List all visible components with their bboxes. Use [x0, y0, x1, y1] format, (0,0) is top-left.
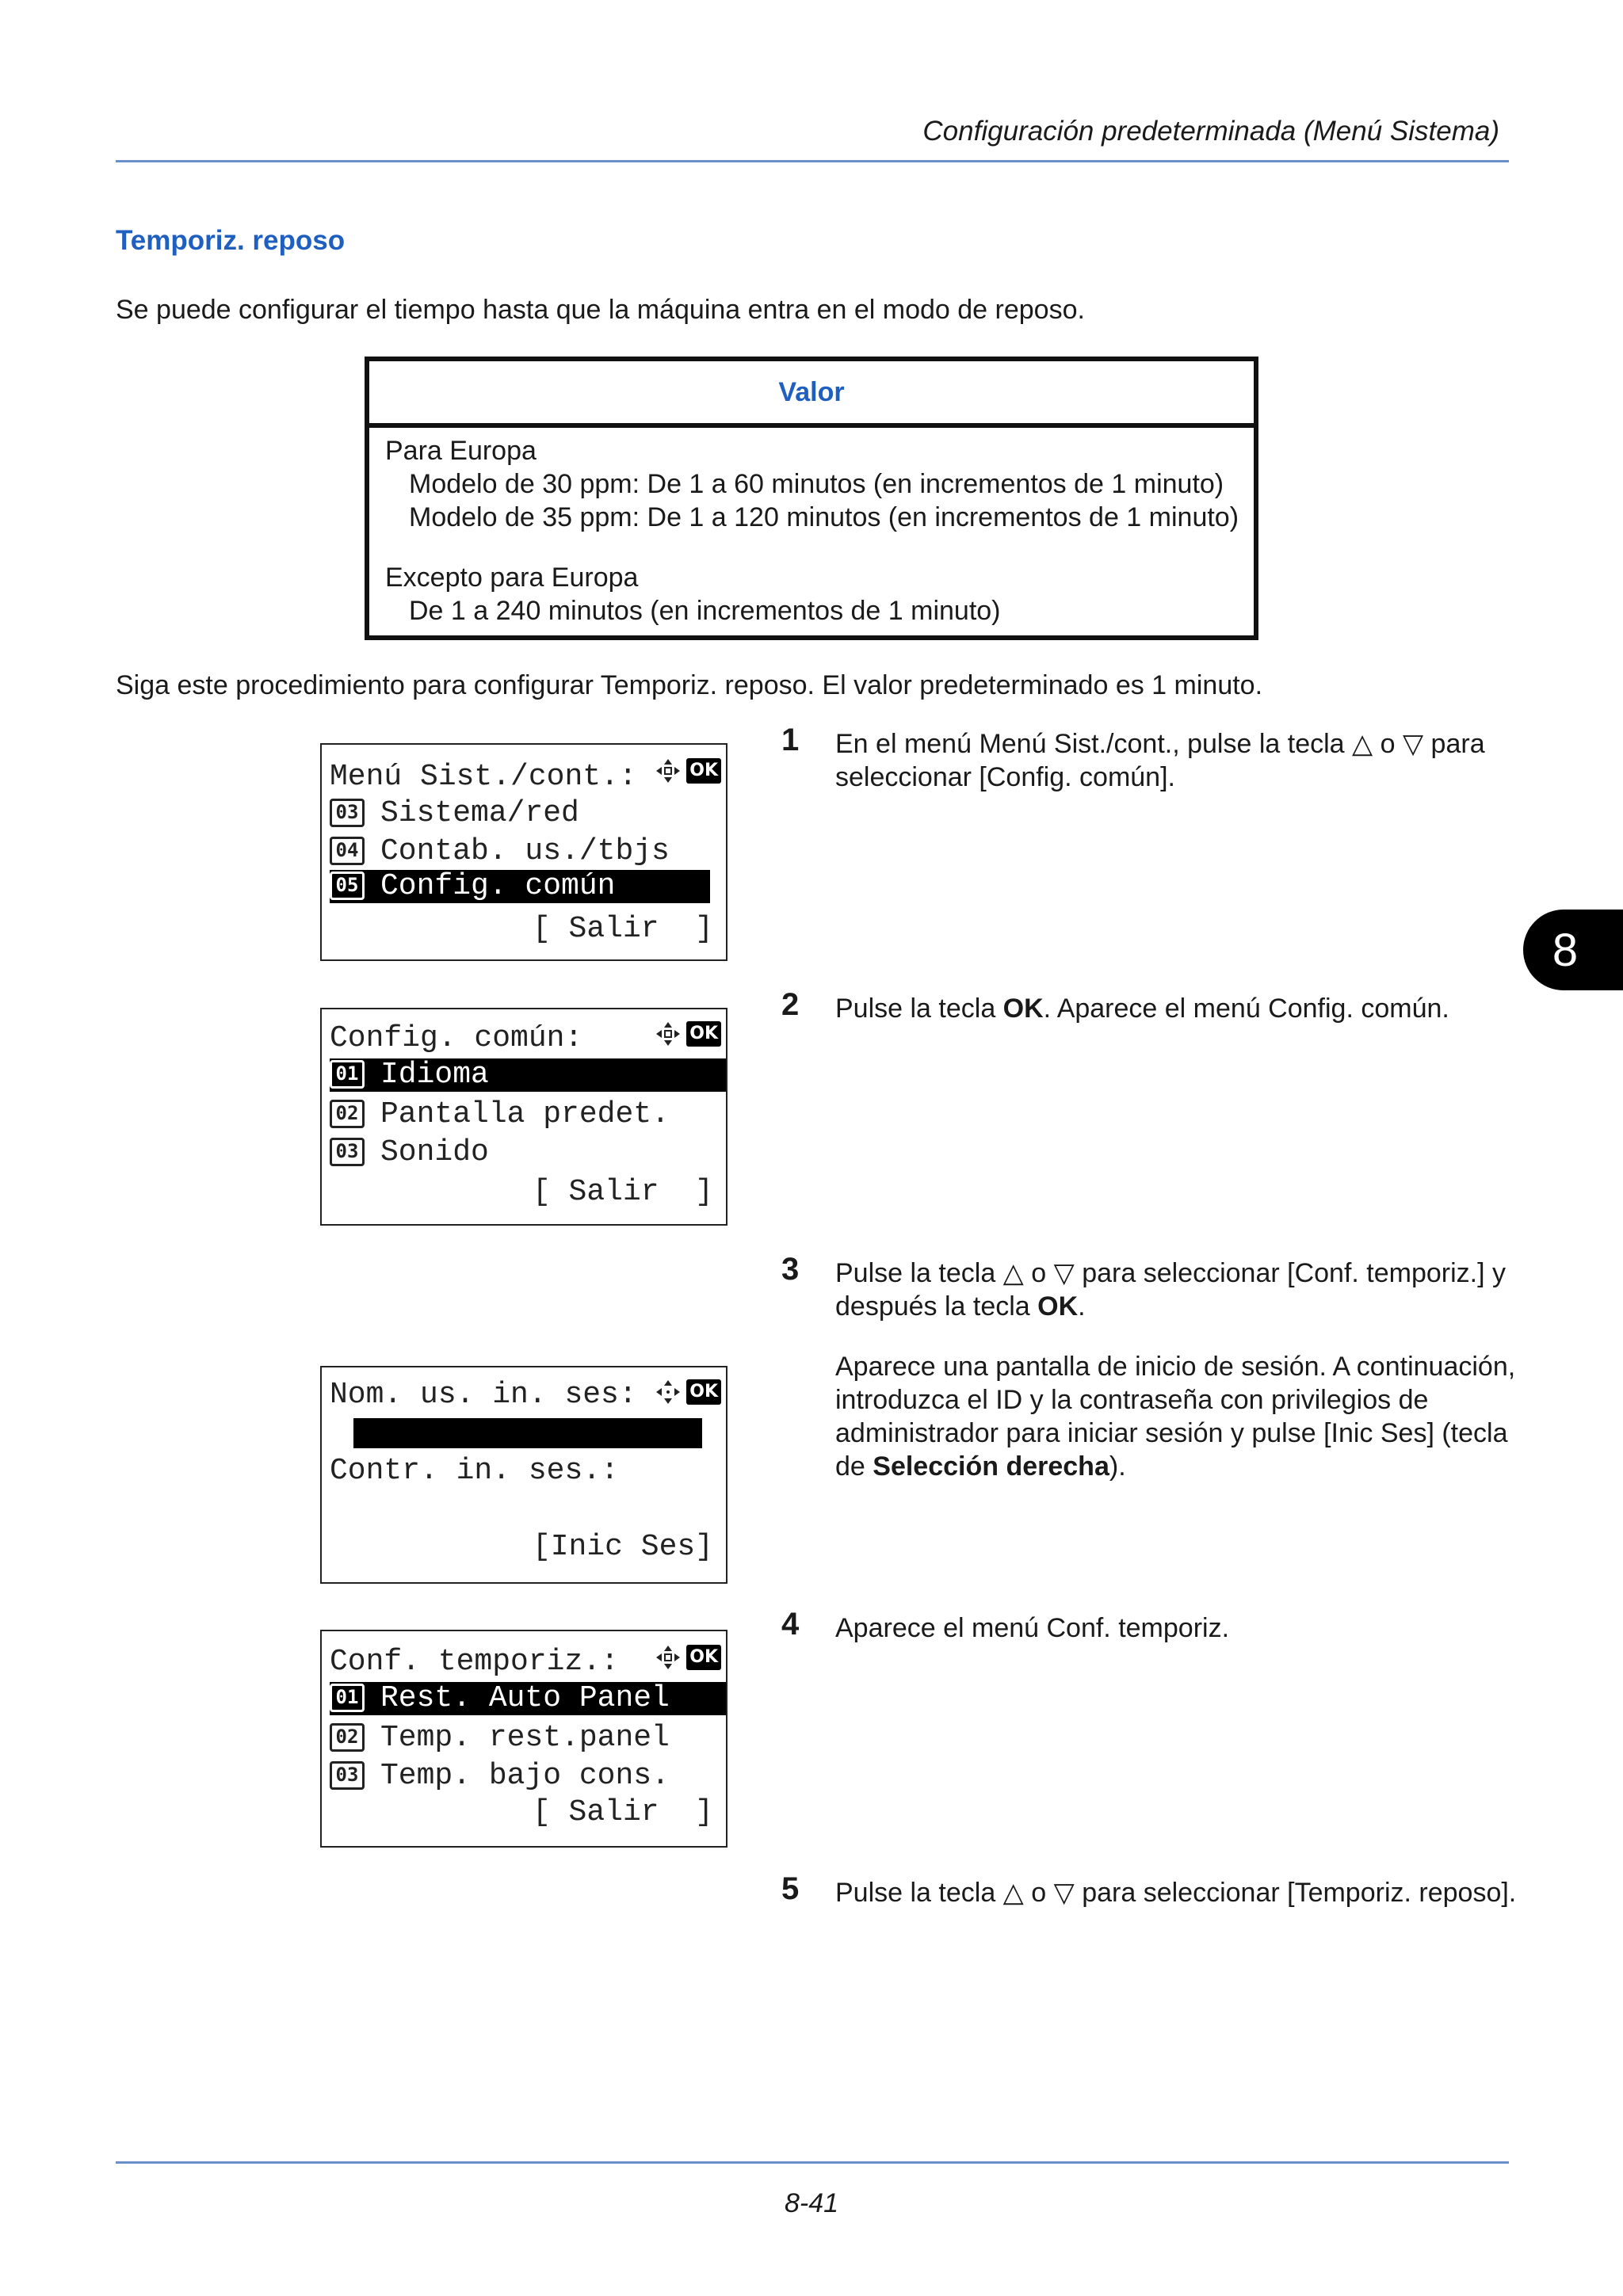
value-line: De 1 a 240 minutos (en incrementos de 1 minuto) — [409, 596, 1001, 626]
step-number: 3 — [781, 1252, 800, 1287]
lcd-screen-system-menu — [320, 743, 727, 961]
value-line: Modelo de 35 ppm: De 1 a 120 minutos (en incrementos de 1 minuto) — [409, 502, 1239, 532]
value-group-europe: Para Europa — [385, 436, 537, 466]
item-number-badge: 04 — [330, 837, 365, 865]
step-number: 4 — [781, 1607, 800, 1642]
step-number: 5 — [781, 1871, 800, 1906]
step-text: Pulse la tecla △ o ▽ para seleccionar [Conf. temporiz.] y después la tecla OK. — [835, 1258, 1506, 1322]
lcd-menu-item: 03 Sonido — [330, 1136, 723, 1169]
ok-key-icon: OK — [686, 1021, 721, 1047]
lcd-icons — [655, 757, 721, 784]
header-rule — [116, 160, 1509, 162]
navigation-arrows-icon — [655, 1644, 682, 1671]
footer-rule — [116, 2161, 1509, 2164]
lcd-screen-login — [320, 1366, 727, 1584]
step-number: 1 — [781, 723, 800, 757]
page-number: 8-41 — [784, 2188, 839, 2218]
lcd-menu-item-selected: 05 Config. común — [330, 870, 710, 903]
lcd-icons — [655, 1020, 721, 1047]
lcd-menu-item: 03 Sistema/red — [330, 797, 723, 830]
lcd-icons — [655, 1379, 721, 1405]
lcd-menu-item: 02 Temp. rest.panel — [330, 1722, 723, 1755]
item-number-badge: 03 — [330, 1761, 365, 1790]
step-note: Aparece una pantalla de inicio de sesión. A continuación, introduzca el ID y la contraseña con privilegios de administrador para iniciar sesión y pulse [Inic Ses] (tecla de Selección derecha). — [835, 1352, 1516, 1482]
lcd-softkey-exit: [ Salir ] — [532, 1175, 713, 1209]
procedure-intro: Siga este procedimiento para configurar Temporiz. reposo. El valor predeterminado es 1 minuto. — [116, 670, 1263, 700]
username-input-field — [353, 1418, 702, 1448]
item-number-badge: 01 — [330, 1060, 365, 1089]
lcd-title: Nom. us. in. ses: — [330, 1378, 637, 1412]
lcd-menu-item-selected: 01 Rest. Auto Panel — [330, 1682, 726, 1715]
step-number: 2 — [781, 987, 800, 1022]
value-table-header: Valor — [369, 361, 1254, 428]
item-number-badge: 05 — [330, 871, 365, 900]
value-line: Modelo de 30 ppm: De 1 a 60 minutos (en incrementos de 1 minuto) — [409, 469, 1224, 499]
item-number-badge: 02 — [330, 1100, 365, 1128]
step-text: En el menú Menú Sist./cont., pulse la tecla △ o ▽ para seleccionar [Config. común]. — [835, 729, 1485, 792]
lcd-title: Config. común: — [330, 1021, 583, 1055]
lcd-screen-timer-settings — [320, 1630, 727, 1848]
step-text: Pulse la tecla △ o ▽ para seleccionar [Temporiz. reposo]. — [835, 1878, 1517, 1908]
step-text: Pulse la tecla OK. Aparece el menú Config. común. — [835, 994, 1449, 1024]
lcd-screen-common-settings — [320, 1008, 727, 1226]
lcd-title: Menú Sist./cont.: — [330, 760, 637, 794]
lcd-password-label: Contr. in. ses.: — [330, 1454, 619, 1488]
running-header: Configuración predeterminada (Menú Sistema) — [922, 116, 1499, 147]
step-text: Aparece el menú Conf. temporiz. — [835, 1613, 1230, 1643]
value-table-body — [369, 428, 1254, 627]
item-number-badge: 02 — [330, 1723, 365, 1752]
ok-key-icon: OK — [686, 1379, 721, 1405]
section-title: Temporiz. reposo — [116, 225, 346, 256]
lcd-icons — [655, 1644, 721, 1671]
lcd-softkey-exit: [ Salir ] — [532, 912, 713, 946]
item-number-badge: 03 — [330, 799, 365, 827]
lcd-menu-item: 04 Contab. us./tbjs — [330, 835, 723, 868]
value-table — [365, 357, 1258, 640]
navigation-arrows-icon — [655, 1020, 682, 1047]
lcd-menu-item: 03 Temp. bajo cons. — [330, 1760, 723, 1793]
value-group-non-europe: Excepto para Europa — [385, 563, 639, 593]
lcd-menu-item: 02 Pantalla predet. — [330, 1098, 723, 1131]
lcd-softkey-exit: [ Salir ] — [532, 1795, 713, 1829]
item-number-badge: 01 — [330, 1684, 365, 1712]
lcd-menu-item-selected: 01 Idioma — [330, 1058, 726, 1092]
ok-key-icon: OK — [686, 1645, 721, 1670]
lcd-softkey-login: [Inic Ses] — [532, 1530, 713, 1564]
lcd-title: Conf. temporiz.: — [330, 1645, 619, 1679]
chapter-tab: 8 — [1523, 910, 1623, 990]
section-intro: Se puede configurar el tiempo hasta que la máquina entra en el modo de reposo. — [116, 295, 1085, 325]
ok-key-icon: OK — [686, 758, 721, 784]
item-number-badge: 03 — [330, 1138, 365, 1166]
navigation-arrows-icon — [655, 1379, 682, 1405]
navigation-arrows-icon — [655, 757, 682, 784]
